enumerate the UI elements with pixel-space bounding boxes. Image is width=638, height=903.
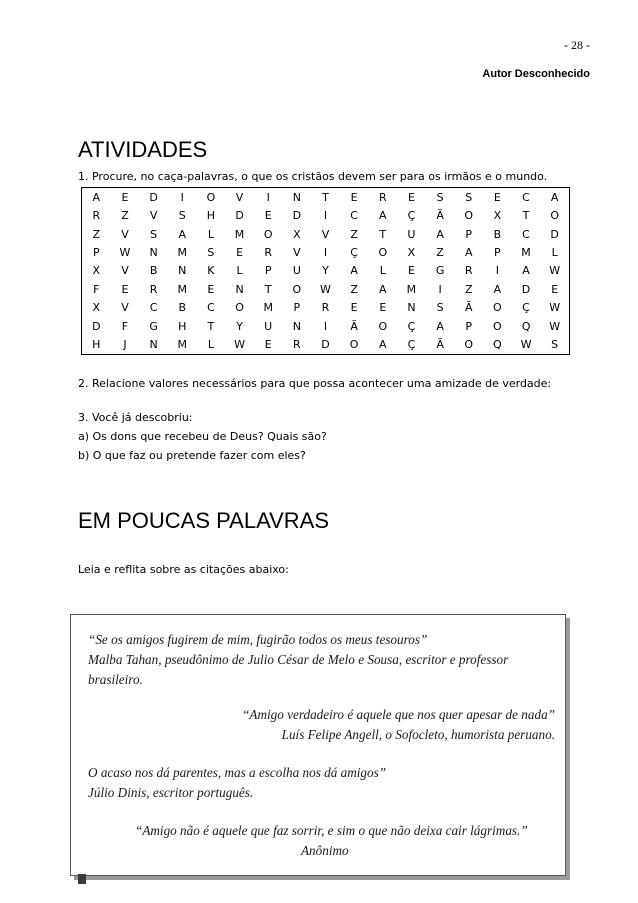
grid-cell: D: [550, 227, 559, 241]
word-search-grid: [81, 187, 570, 355]
grid-cell: E: [350, 190, 358, 204]
grid-cell: H: [92, 338, 101, 352]
grid-cell: A: [436, 319, 444, 333]
grid-cell: D: [292, 209, 302, 223]
grid-cell: B: [149, 264, 158, 278]
question-3a: a) Os dons que recebeu de Deus? Quais são?: [78, 430, 327, 443]
grid-cell: H: [206, 209, 216, 223]
grid-cell: O: [263, 227, 273, 241]
grid-cell: M: [263, 301, 273, 315]
grid-cell: Ã: [436, 209, 444, 223]
grid-cell: X: [92, 264, 101, 278]
grid-cell: J: [123, 338, 127, 352]
grid-cell: X: [407, 246, 416, 260]
grid-cell: S: [465, 190, 473, 204]
grid-cell: O: [378, 319, 388, 333]
grid-cell: D: [149, 190, 158, 204]
grid-cell: W: [119, 246, 131, 260]
grid-cell: R: [149, 282, 158, 296]
grid-cell: W: [549, 319, 561, 333]
grid-cell: M: [177, 338, 187, 352]
grid-cell: S: [551, 338, 559, 352]
grid-cell: M: [234, 227, 245, 241]
grid-cell: D: [92, 319, 101, 333]
quotes-box: [70, 614, 566, 876]
grid-cell: R: [264, 246, 273, 260]
grid-cell: Y: [322, 264, 329, 278]
grid-cell: M: [177, 246, 187, 260]
question-2: 2. Relacione valores necessários para que possa acontecer uma amizade de verdade:: [78, 377, 552, 390]
grid-cell: P: [494, 246, 501, 260]
grid-cell: O: [550, 209, 559, 223]
grid-cell: W: [549, 264, 561, 278]
grid-cell: T: [207, 319, 215, 333]
grid-cell: V: [293, 246, 301, 260]
grid-cell: U: [407, 227, 416, 241]
grid-cell: V: [121, 264, 129, 278]
grid-cell: O: [464, 209, 474, 223]
grid-cell: Z: [436, 246, 444, 260]
grid-cell: D: [521, 282, 531, 296]
grid-cell: I: [323, 209, 328, 223]
grid-cell: E: [207, 282, 215, 296]
grid-cell: I: [180, 190, 184, 204]
grid-cell: V: [235, 190, 244, 204]
grid-cell: V: [121, 227, 129, 241]
grid-cell: S: [150, 227, 158, 241]
grid-cell: C: [350, 209, 358, 223]
grid-cell: A: [464, 246, 473, 260]
grid-cell: C: [522, 190, 530, 204]
grid-cell: O: [292, 282, 302, 296]
grid-cell: D: [235, 209, 244, 223]
quote-1-author-cont: brasileiro.: [88, 672, 143, 687]
grid-cell: Ç: [407, 338, 416, 352]
grid-cell: N: [407, 301, 416, 315]
grid-cell: N: [149, 246, 158, 260]
grid-cell: G: [435, 264, 445, 278]
grid-cell: E: [379, 301, 387, 315]
grid-cell: Z: [350, 282, 358, 296]
grid-cell: A: [379, 338, 387, 352]
quote-2-author: Luís Felipe Angell, o Sofocleto, humorista peruano.: [281, 727, 555, 742]
poucas-palavras-title: EM POUCAS PALAVRAS: [78, 508, 330, 533]
quote-3-author: Júlio Dinis, escritor português.: [88, 785, 254, 800]
grid-cell: N: [178, 264, 187, 278]
grid-cell: O: [378, 246, 388, 260]
grid-cell: M: [177, 282, 187, 296]
grid-cell: E: [551, 282, 559, 296]
grid-cell: H: [178, 319, 187, 333]
grid-cell: C: [149, 301, 158, 315]
grid-cell: M: [406, 282, 417, 296]
grid-cell: L: [207, 227, 214, 241]
grid-cell: E: [264, 209, 272, 223]
grid-cell: N: [149, 338, 158, 352]
grid-cell: A: [178, 227, 187, 241]
grid-cell: E: [121, 190, 129, 204]
grid-cell: X: [92, 301, 101, 315]
grid-cell: G: [149, 319, 158, 333]
quote-2-text: “Amigo verdadeiro é aquele que nos quer apesar de nada”: [242, 707, 555, 722]
grid-cell: E: [121, 282, 129, 296]
grid-cell: V: [321, 227, 330, 241]
grid-cell: W: [234, 338, 245, 352]
grid-cell: R: [464, 264, 473, 278]
grid-cell: S: [207, 246, 215, 260]
grid-cell: A: [550, 190, 559, 204]
grid-cell: O: [349, 338, 359, 352]
grid-cell: E: [407, 264, 415, 278]
grid-cell: I: [495, 264, 499, 278]
grid-cell: K: [207, 264, 215, 278]
grid-cell: I: [323, 246, 328, 260]
quote-4-author: Anônimo: [301, 843, 349, 858]
grid-cell: C: [207, 301, 215, 315]
atividades-title: ATIVIDADES: [78, 137, 208, 162]
grid-cell: A: [493, 282, 502, 296]
grid-cell: Ç: [522, 301, 530, 315]
grid-cell: R: [293, 338, 301, 352]
grid-cell: Z: [350, 227, 358, 241]
grid-cell: U: [264, 319, 273, 333]
grid-cell: T: [522, 209, 530, 223]
grid-cell: P: [293, 301, 301, 315]
grid-cell: R: [378, 190, 387, 204]
grid-cell: Z: [121, 209, 129, 223]
grid-cell: P: [264, 264, 272, 278]
grid-cell: V: [149, 209, 158, 223]
page-number: - 28 -: [564, 38, 590, 52]
grid-cell: B: [493, 227, 502, 241]
grid-cell: T: [322, 190, 329, 204]
grid-cell: W: [520, 338, 532, 352]
question-3: 3. Você já descobriu:: [78, 411, 193, 424]
grid-cell: R: [321, 301, 330, 315]
grid-cell: S: [436, 190, 444, 204]
grid-cell: Ç: [350, 246, 358, 260]
intro-text: Leia e reflita sobre as citações abaixo:: [78, 563, 289, 576]
quote-3-text: O acaso nos dá parentes, mas a escolha nos dá amigos”: [88, 765, 387, 780]
quote-1-text: “Se os amigos fugirem de mim, fugirão todos os meus tesouros”: [88, 632, 428, 647]
grid-cell: Q: [521, 319, 531, 333]
grid-cell: I: [323, 319, 328, 333]
grid-cell: E: [350, 301, 358, 315]
grid-cell: Z: [92, 227, 101, 241]
question-3b: b) O que faz ou pretende fazer com eles?: [78, 449, 306, 462]
grid-cell: F: [121, 319, 129, 333]
grid-cell: N: [292, 190, 301, 204]
grid-cell: E: [264, 338, 272, 352]
grid-cell: Ç: [407, 319, 416, 333]
quote-1-author: Malba Tahan, pseudônimo de Julio César de Melo e Sousa, escritor e professor: [88, 652, 509, 667]
grid-cell: T: [379, 227, 387, 241]
quote-4-text: “Amigo não é aquele que faz sorrir, e sim o que não deixa cair lágrimas.”: [135, 823, 528, 838]
grid-cell: I: [438, 282, 442, 296]
grid-cell: D: [321, 338, 330, 352]
grid-cell: O: [206, 190, 216, 204]
grid-cell: W: [320, 282, 331, 296]
grid-cell: T: [264, 282, 272, 296]
grid-cell: A: [350, 264, 358, 278]
grid-cell: E: [236, 246, 244, 260]
question-1: 1. Procure, no caça-palavras, o que os cristãos devem ser para os irmãos e o mundo.: [78, 170, 548, 183]
grid-cell: B: [178, 301, 187, 315]
grid-cell: E: [493, 190, 501, 204]
grid-cell: Q: [493, 338, 502, 352]
grid-cell: W: [549, 301, 561, 315]
grid-cell: Y: [236, 319, 243, 333]
grid-cell: X: [493, 209, 502, 223]
grid-cell: O: [493, 301, 502, 315]
grid-cell: A: [379, 209, 387, 223]
grid-cell: C: [522, 227, 530, 241]
grid-cell: P: [465, 319, 473, 333]
grid-cell: Ã: [436, 338, 444, 352]
grid-cell: Ã: [350, 319, 358, 333]
grid-cell: N: [292, 319, 301, 333]
grid-cell: X: [293, 227, 301, 241]
grid-cell: R: [92, 209, 101, 223]
page-corner-mark: [78, 874, 86, 884]
grid-cell: Ç: [407, 209, 416, 223]
grid-cell: Ã: [464, 301, 473, 315]
grid-cell: U: [292, 264, 301, 278]
author-label: Autor Desconhecido: [482, 68, 590, 80]
grid-cell: L: [236, 264, 243, 278]
grid-cell: V: [121, 301, 129, 315]
grid-cell: A: [379, 282, 387, 296]
grid-cell: N: [235, 282, 244, 296]
grid-cell: S: [178, 209, 186, 223]
grid-cell: L: [551, 246, 558, 260]
grid-cell: P: [465, 227, 473, 241]
grid-cell: S: [436, 301, 444, 315]
grid-cell: O: [464, 338, 474, 352]
grid-cell: I: [266, 190, 270, 204]
grid-cell: L: [379, 264, 386, 278]
grid-cell: P: [93, 246, 100, 260]
grid-cell: M: [521, 246, 531, 260]
grid-cell: F: [93, 282, 100, 296]
grid-cell: Z: [464, 282, 473, 296]
grid-cell: E: [407, 190, 415, 204]
grid-cell: A: [92, 190, 101, 204]
grid-cell: O: [493, 319, 502, 333]
grid-cell: L: [207, 338, 214, 352]
grid-cell: A: [436, 227, 444, 241]
grid-cell: A: [522, 264, 530, 278]
grid-cell: O: [235, 301, 244, 315]
